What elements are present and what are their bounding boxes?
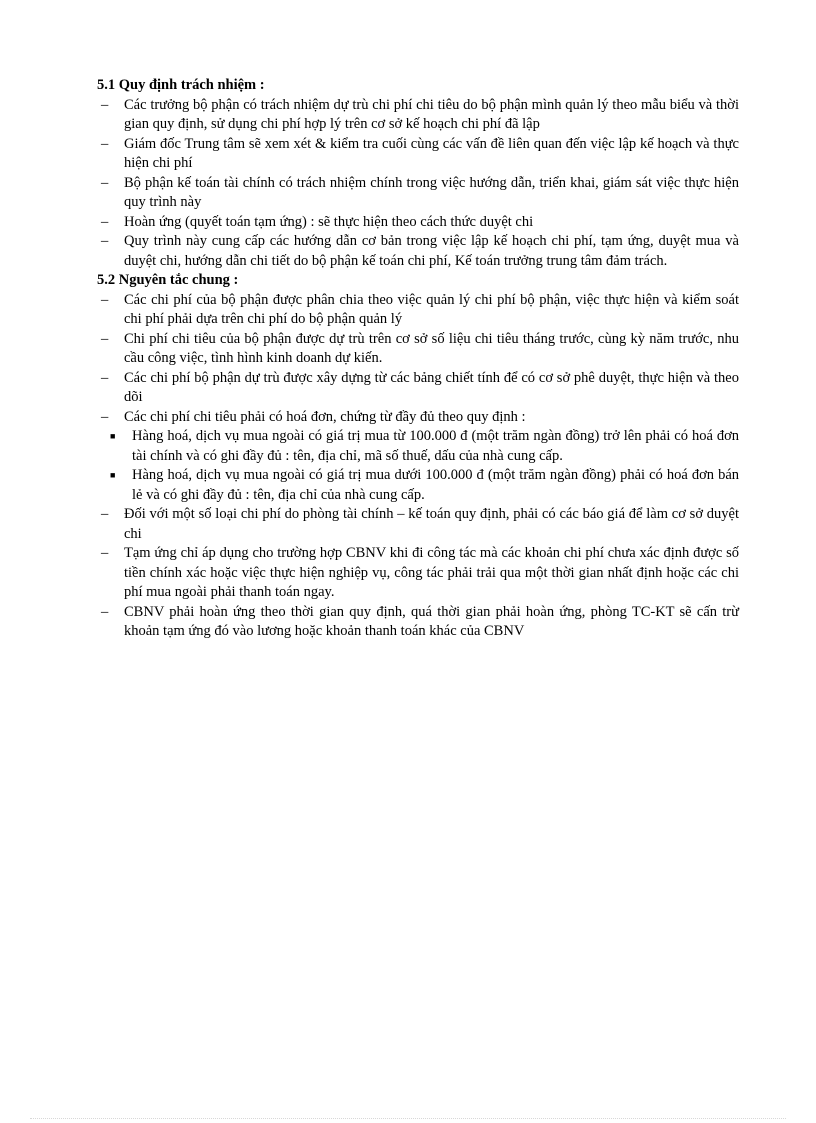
list-item (97, 369, 739, 408)
list-item-text: Đối với một số loại chi phí do phòng tài chính – kế toán quy định, phải có các báo giá để làm cơ sở duyệt chi (124, 506, 739, 542)
list-item-text: Quy trình này cung cấp các hướng dẫn cơ bản trong việc lập kế hoạch chi phí, tạm ứng, duyệt mua và duyệt chi, hướng dẫn chi tiết do bộ phận kế toán chi phí, Kế toán trưởng trung tâm đảm trách. (124, 233, 739, 269)
list-item (97, 96, 739, 135)
dash-marker: – (101, 330, 109, 347)
dash-marker: – (101, 174, 109, 191)
list-item (97, 603, 739, 642)
dash-marker: – (101, 506, 109, 522)
list-item-text: Giám đốc Trung tâm sẽ xem xét & kiểm tra cuối cùng các vấn đề liên quan đến việc lập kế hoạch và thực hiện chi phí (124, 135, 739, 171)
list-item (97, 135, 739, 174)
list-item (97, 544, 739, 603)
list-item (97, 174, 739, 213)
list-item-text: Bộ phận kế toán tài chính có trách nhiệm chính trong việc hướng dẫn, triển khai, giám sát việc thực hiện quy trình này (124, 174, 739, 210)
list-item-text: CBNV phải hoàn ứng theo thời gian quy định, quá thời gian phải hoàn ứng, phòng TC-KT sẽ cấn trừ khoản tạm ứng đó vào lương hoặc khoản thanh toán khác của CBNV (124, 603, 739, 639)
page-bottom-divider (30, 1118, 786, 1119)
list-item (97, 505, 739, 544)
dash-marker: – (101, 545, 109, 561)
list-item-text: Các chi phí chi tiêu phải có hoá đơn, chứng từ đầy đủ theo quy định : (124, 408, 526, 425)
sub-list-item-text: Hàng hoá, dịch vụ mua ngoài có giá trị mua dưới 100.000 đ (một trăm ngàn đồng) phải có hoá đơn bán lẻ và có ghi đầy đủ : tên, địa chỉ của nhà cung cấp. (132, 467, 739, 503)
document-page (97, 76, 739, 642)
square-bullet-icon: ■ (110, 431, 116, 441)
list-item-text: Chi phí chi tiêu của bộ phận được dự trù trên cơ sở số liệu chi tiêu tháng trước, cùng kỳ năm trước, nhu cầu công việc, tình hình kinh doanh dự kiến. (124, 330, 739, 366)
list-item (97, 213, 739, 233)
square-bullet-icon: ■ (110, 470, 116, 480)
list-item (97, 408, 739, 428)
section-heading-responsibility: 5.1 Quy định trách nhiệm : (97, 77, 265, 93)
list-item-text: Các trưởng bộ phận có trách nhiệm dự trù chi phí chi tiêu do bộ phận mình quản lý theo mẫu biểu và thời gian quy định, sử dụng chi phí hợp lý trên cơ sở kế hoạch chi phí đã lập (124, 96, 739, 132)
dash-marker: – (101, 369, 109, 386)
list-item (97, 291, 739, 330)
dash-marker: – (101, 291, 109, 308)
dash-marker: – (101, 96, 109, 113)
section-heading-general-principles: 5.2 Nguyên tắc chung : (97, 272, 239, 288)
dash-marker: – (101, 408, 109, 425)
dash-marker: – (101, 233, 109, 249)
dash-marker: – (101, 213, 109, 230)
sub-list-item (97, 466, 739, 505)
list-item (97, 330, 739, 369)
sub-list-item-text: Hàng hoá, dịch vụ mua ngoài có giá trị mua từ 100.000 đ (một trăm ngàn đồng) trở lên phải có hoá đơn tài chính và có ghi đầy đủ : tên, địa chỉ, mã số thuế, dấu của nhà cung cấp. (132, 428, 739, 464)
sub-list-item (97, 427, 739, 466)
list-item-text: Hoàn ứng (quyết toán tạm ứng) : sẽ thực hiện theo cách thức duyệt chi (124, 213, 534, 230)
dash-marker: – (101, 603, 109, 620)
list-item (97, 232, 739, 271)
list-item-text: Tạm ứng chỉ áp dụng cho trường hợp CBNV khi đi công tác mà các khoản chi phí chưa xác định được số tiền chính xác hoặc việc thực hiện nghiệp vụ, công tác phải trải qua một thời gian nhất định hoặc các chi phí mua ngoài phải thanh toán ngay. (124, 545, 739, 600)
dash-marker: – (101, 135, 109, 152)
list-item-text: Các chi phí của bộ phận được phân chia theo việc quản lý chi phí bộ phận, việc thực hiện và kiểm soát chi phí phải dựa trên chi phí do bộ phận quản lý (124, 291, 739, 327)
list-item-text: Các chi phí bộ phận dự trù được xây dựng từ các bảng chiết tính để có cơ sở phê duyệt, thực hiện và theo dõi (124, 369, 739, 405)
